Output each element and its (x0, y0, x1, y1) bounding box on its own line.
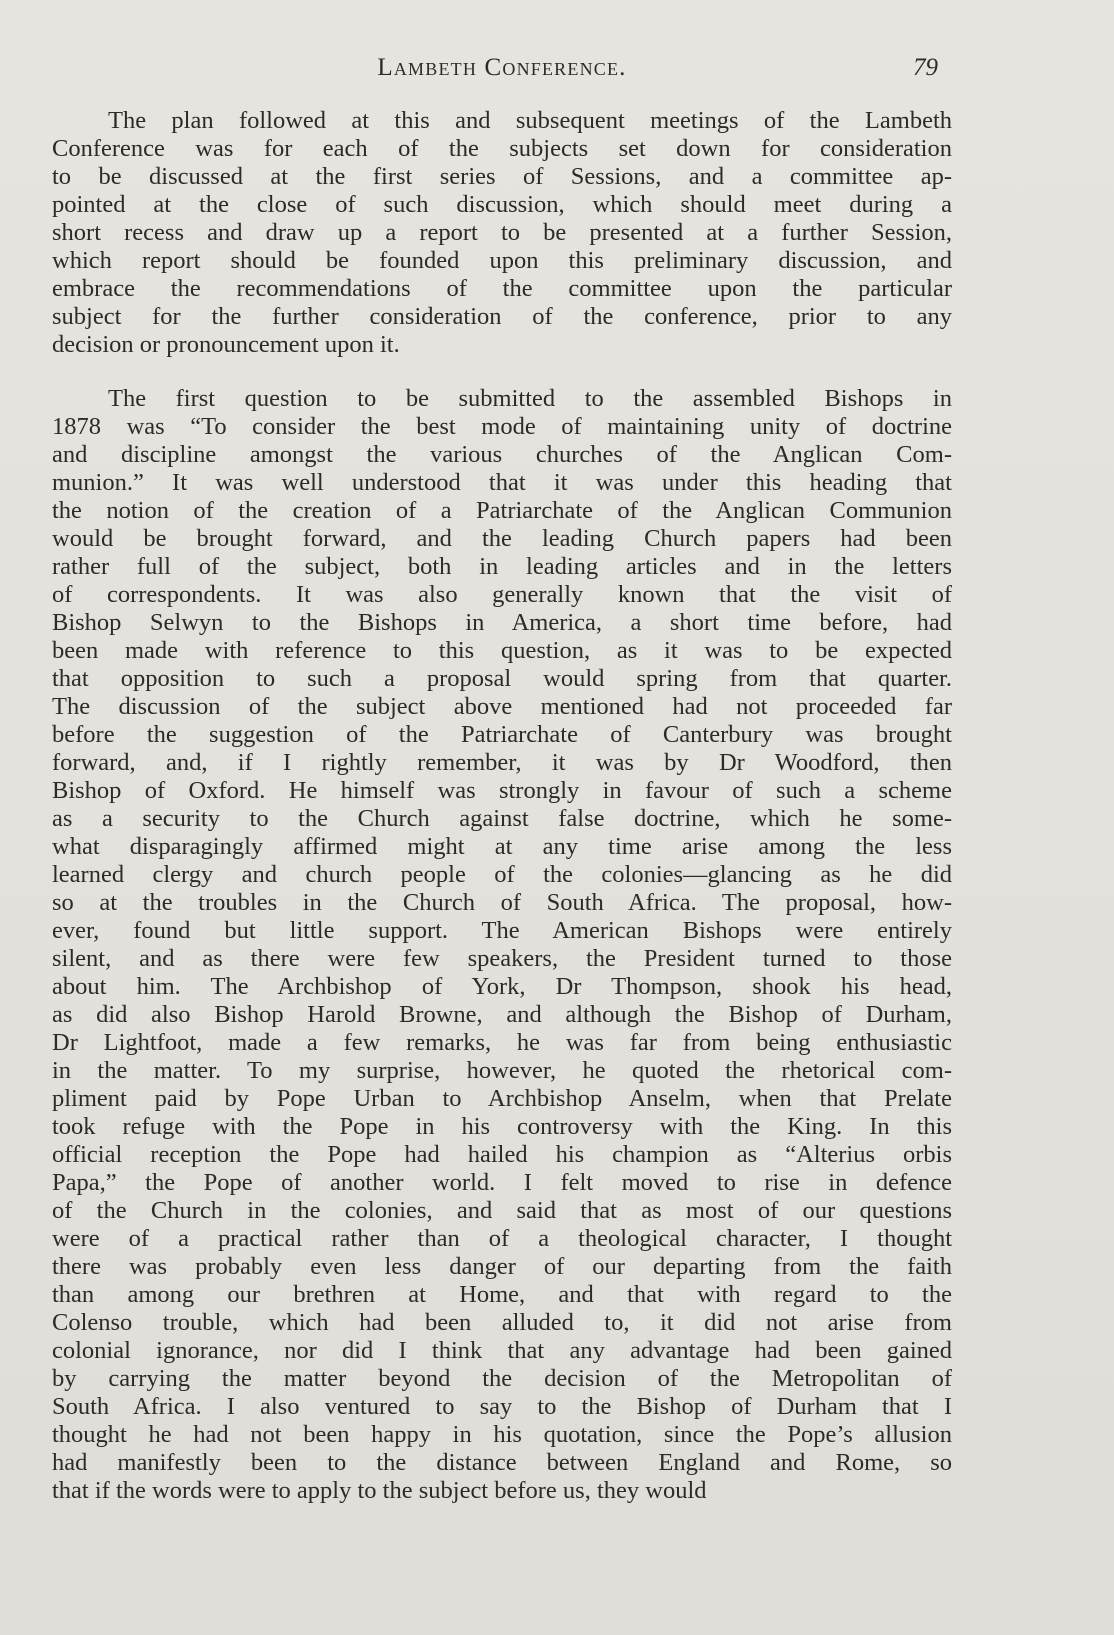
text-line: Dr Lightfoot, made a few remarks, he was far from being enthusiastic (52, 1029, 952, 1056)
text-line: short recess and draw up a report to be presented at a further Session, (52, 219, 952, 246)
text-line: pointed at the close of such discussion, which should meet during a (52, 191, 952, 218)
paragraph (52, 385, 952, 1505)
text-line: than among our brethren at Home, and that with regard to the (52, 1281, 952, 1308)
text-line: as a security to the Church against false doctrine, which he some- (52, 805, 952, 832)
text-line: colonial ignorance, nor did I think that any advantage had been gained (52, 1337, 952, 1364)
text-line: The discussion of the subject above mentioned had not proceeded far (52, 693, 952, 720)
text-line: Colenso trouble, which had been alluded to, it did not arise from (52, 1309, 952, 1336)
text-line: in the matter. To my surprise, however, he quoted the rhetorical com- (52, 1057, 952, 1084)
text-line: silent, and as there were few speakers, the President turned to those (52, 945, 952, 972)
text-line: before the suggestion of the Patriarchate of Canterbury was brought (52, 721, 952, 748)
text-line: pliment paid by Pope Urban to Archbishop Anselm, when that Prelate (52, 1085, 952, 1112)
text-line: 1878 was “To consider the best mode of maintaining unity of doctrine (52, 413, 952, 440)
text-line: decision or pronouncement upon it. (52, 331, 400, 358)
text-line: that if the words were to apply to the subject before us, they would (52, 1477, 707, 1504)
text-line: learned clergy and church people of the colonies—glancing as he did (52, 861, 952, 888)
text-line: of correspondents. It was also generally known that the visit of (52, 581, 952, 608)
text-line: munion.” It was well understood that it was under this heading that (52, 469, 952, 496)
text-line: had manifestly been to the distance between England and Rome, so (52, 1449, 952, 1476)
text-line: Conference was for each of the subjects set down for consideration (52, 135, 952, 162)
text-line: The first question to be submitted to the assembled Bishops in (108, 385, 952, 412)
text-line: of the Church in the colonies, and said that as most of our questions (52, 1197, 952, 1224)
text-line: that opposition to such a proposal would spring from that quarter. (52, 665, 952, 692)
text-line: and discipline amongst the various churches of the Anglican Com- (52, 441, 952, 468)
text-line: the notion of the creation of a Patriarchate of the Anglican Communion (52, 497, 952, 524)
text-line: by carrying the matter beyond the decision of the Metropolitan of (52, 1365, 952, 1392)
text-line: Bishop Selwyn to the Bishops in America, a short time before, had (52, 609, 952, 636)
text-line: ever, found but little support. The American Bishops were entirely (52, 917, 952, 944)
text-line: there was probably even less danger of our departing from the faith (52, 1253, 952, 1280)
text-line: which report should be founded upon this preliminary discussion, and (52, 247, 952, 274)
text-line: would be brought forward, and the leading Church papers had been (52, 525, 952, 552)
text-line: Papa,” the Pope of another world. I felt moved to rise in defence (52, 1169, 952, 1196)
text-line: Bishop of Oxford. He himself was strongly in favour of such a scheme (52, 777, 952, 804)
running-title: Lambeth Conference. (377, 54, 627, 81)
page-number: 79 (913, 54, 938, 81)
text-line: official reception the Pope had hailed his champion as “Alterius orbis (52, 1141, 952, 1168)
paragraph (52, 107, 952, 359)
text-line: as did also Bishop Harold Browne, and although the Bishop of Durham, (52, 1001, 952, 1028)
text-line: forward, and, if I rightly remember, it was by Dr Woodford, then (52, 749, 952, 776)
body-text (52, 107, 952, 1505)
text-line: what disparagingly affirmed might at any time arise among the less (52, 833, 952, 860)
text-line: subject for the further consideration of the conference, prior to any (52, 303, 952, 330)
text-line: thought he had not been happy in his quotation, since the Pope’s allusion (52, 1421, 952, 1448)
text-line: to be discussed at the first series of Sessions, and a committee ap- (52, 163, 952, 190)
text-line: rather full of the subject, both in leading articles and in the letters (52, 553, 952, 580)
text-line: embrace the recommendations of the committee upon the particular (52, 275, 952, 302)
text-line: were of a practical rather than of a theological character, I thought (52, 1225, 952, 1252)
text-line: took refuge with the Pope in his controversy with the King. In this (52, 1113, 952, 1140)
text-line: so at the troubles in the Church of South Africa. The proposal, how- (52, 889, 952, 916)
running-head (52, 50, 952, 86)
paragraph-gap (52, 359, 952, 385)
text-line: been made with reference to this question, as it was to be expected (52, 637, 952, 664)
text-line: The plan followed at this and subsequent meetings of the Lambeth (108, 107, 952, 134)
text-line: South Africa. I also ventured to say to the Bishop of Durham that I (52, 1393, 952, 1420)
text-line: about him. The Archbishop of York, Dr Thompson, shook his head, (52, 973, 952, 1000)
